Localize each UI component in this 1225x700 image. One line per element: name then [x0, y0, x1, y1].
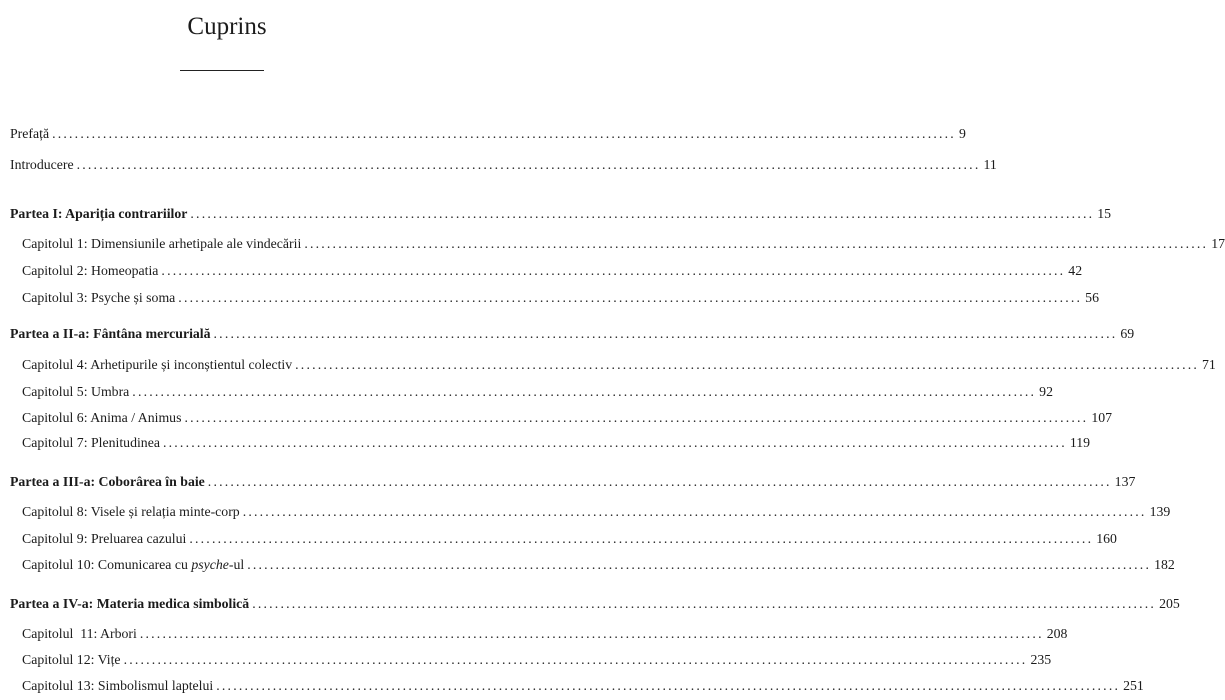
toc-page-number: 69	[1120, 326, 1135, 341]
toc-entry-label: Capitolul 6: Anima / Animus	[22, 410, 182, 425]
toc-page-number: 15	[1097, 206, 1112, 221]
toc-chapter-12[interactable]	[0, 648, 1052, 672]
toc-part-label: Partea a IV-a: Materia medica simbolică	[10, 596, 250, 611]
toc-entry-label: Capitolul 3: Psyche și soma	[22, 290, 176, 305]
toc-part-label: Partea I: Apariția contrariilor	[10, 206, 188, 221]
toc-entry-label: Capitolul 4: Arhetipurile și inconștientul colectiv	[22, 357, 293, 372]
toc-leader-dots: ................................................................................................................................................................	[247, 557, 1152, 572]
toc-leader-dots: ................................................................................................................................................................	[139, 626, 1044, 641]
toc-part-label: Partea a II-a: Fântâna mercurială	[10, 326, 211, 341]
toc-part-3[interactable]	[0, 470, 1136, 494]
toc-leader-dots: ................................................................................................................................................................	[242, 504, 1147, 519]
toc-leader-dots: ................................................................................................................................................................	[52, 126, 956, 141]
toc-part-1[interactable]	[0, 202, 1112, 226]
toc-page-number: 160	[1096, 531, 1117, 546]
toc-leader-dots: ................................................................................................................................................................	[162, 435, 1067, 450]
toc-chapter-8[interactable]	[0, 500, 1171, 524]
toc-leader-dots: ................................................................................................................................................................	[190, 206, 1095, 221]
toc-leader-dots: ................................................................................................................................................................	[207, 474, 1112, 489]
toc-chapter-5[interactable]	[0, 380, 1053, 404]
toc-page-number: 137	[1114, 474, 1136, 489]
toc-page-number: 119	[1069, 435, 1091, 450]
toc-leader-dots: ................................................................................................................................................................	[123, 652, 1028, 667]
toc-chapter-9[interactable]	[0, 527, 1117, 551]
toc-page-number: 205	[1159, 596, 1180, 611]
toc-chapter-13[interactable]	[0, 674, 1144, 698]
title-divider	[180, 70, 264, 71]
toc-page-number: 251	[1123, 678, 1144, 693]
toc-entry-label: Capitolul 8: Visele și relația minte-corp	[22, 504, 240, 519]
toc-entry-prefata[interactable]	[0, 122, 966, 146]
toc-entry-label: Capitolul 11: Arbori	[22, 626, 137, 641]
toc-leader-dots: ................................................................................................................................................................	[161, 263, 1066, 278]
toc-entry-label: Capitolul 1: Dimensiunile arhetipale ale vindecării	[22, 236, 302, 251]
toc-leader-dots: ................................................................................................................................................................	[304, 236, 1209, 251]
toc-entry-label: Capitolul 12: Vițe	[22, 652, 121, 667]
toc-entry-label: Capitolul 7: Plenitudinea	[22, 435, 160, 450]
toc-leader-dots: ................................................................................................................................................................	[178, 290, 1083, 305]
toc-leader-dots: ................................................................................................................................................................	[213, 326, 1118, 341]
toc-entry-label: Prefață	[10, 126, 50, 141]
toc-chapter-7[interactable]	[0, 431, 1091, 455]
toc-entry-label: Introducere	[10, 157, 74, 172]
toc-page-number: 208	[1046, 626, 1068, 641]
toc-chapter-11[interactable]	[0, 622, 1068, 646]
toc-page-number: 42	[1068, 263, 1083, 278]
toc-page-number: 139	[1149, 504, 1171, 519]
toc-page-number: 11	[983, 157, 997, 172]
toc-page-number: 107	[1091, 410, 1113, 425]
toc-leader-dots: ................................................................................................................................................................	[184, 410, 1089, 425]
toc-page-number: 182	[1154, 557, 1175, 572]
toc-entry-introducere[interactable]	[0, 153, 997, 177]
toc-part-2[interactable]	[0, 322, 1135, 346]
toc-leader-dots: ................................................................................................................................................................	[216, 678, 1121, 693]
toc-page-number: 71	[1202, 357, 1216, 372]
toc-page-number: 56	[1085, 290, 1099, 305]
toc-entry-label-suffix: -ul	[228, 557, 245, 572]
toc-entry-label: Capitolul 2: Homeopatia	[22, 263, 159, 278]
toc-leader-dots: ................................................................................................................................................................	[295, 357, 1200, 372]
toc-entry-label: Capitolul 13: Simbolismul laptelui	[22, 678, 214, 693]
toc-chapter-10[interactable]	[0, 553, 1175, 577]
toc-entry-label: Capitolul 5: Umbra	[22, 384, 130, 399]
toc-leader-dots: ................................................................................................................................................................	[76, 157, 981, 172]
toc-chapter-3[interactable]	[0, 286, 1099, 310]
toc-chapter-1[interactable]	[0, 232, 1225, 256]
toc-part-label: Partea a III-a: Coborârea în baie	[10, 474, 205, 489]
toc-leader-dots: ................................................................................................................................................................	[132, 384, 1037, 399]
toc-chapter-6[interactable]	[0, 406, 1113, 430]
toc-chapter-4[interactable]	[0, 353, 1216, 377]
toc-leader-dots: ................................................................................................................................................................	[189, 531, 1094, 546]
toc-chapter-2[interactable]	[0, 259, 1083, 283]
toc-leader-dots: ................................................................................................................................................................	[252, 596, 1157, 611]
toc-page-number: 92	[1039, 384, 1053, 399]
page-title: Cuprins	[187, 13, 267, 40]
toc-page-number: 9	[958, 126, 966, 141]
toc-entry-label-text: Capitolul 10: Comunicarea cu	[22, 557, 192, 572]
toc-page-number: 17	[1211, 236, 1225, 251]
toc-entry-label	[22, 553, 244, 577]
toc-entry-label-italic: psyche	[191, 557, 229, 572]
toc-page-number: 235	[1030, 652, 1052, 667]
toc-entry-label: Capitolul 9: Preluarea cazului	[22, 531, 187, 546]
toc-part-4[interactable]	[0, 592, 1180, 616]
